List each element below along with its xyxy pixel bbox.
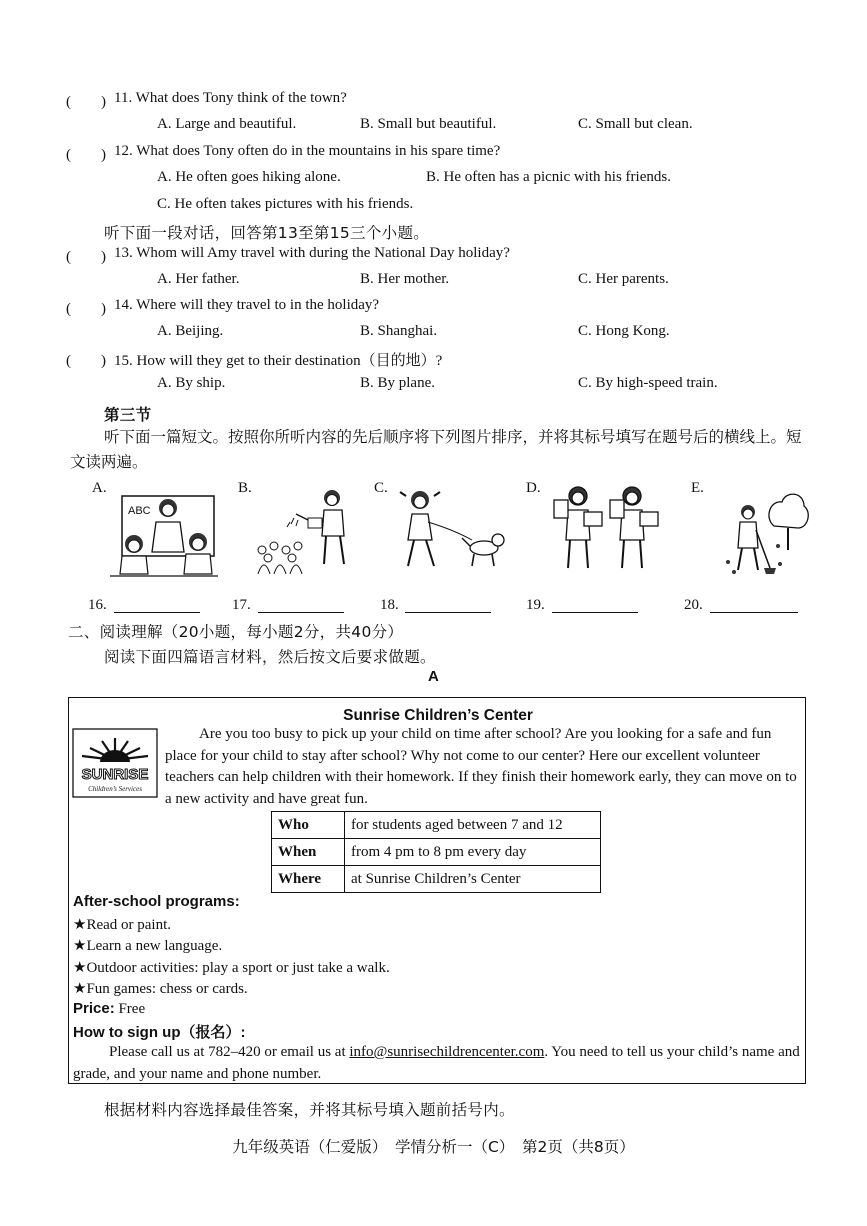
question-14-option-a: A. Beijing.	[157, 323, 224, 339]
price-label: Price:	[73, 1000, 115, 1017]
table-value-who: for students aged between 7 and 12	[345, 812, 601, 839]
answer-paren-15[interactable]: ( )	[66, 353, 106, 369]
picture-c-label: C.	[374, 480, 388, 496]
table-row	[272, 866, 601, 893]
answer-blank-19[interactable]	[552, 612, 638, 613]
question-12-option-b: B. He often has a picnic with his friends.	[426, 169, 671, 185]
question-14-option-c: C. Hong Kong.	[578, 323, 670, 339]
answer-paren-12[interactable]: ( )	[66, 147, 106, 163]
page-footer: 九年级英语（仁爱版） 学情分析一（C） 第2页（共8页）	[232, 1138, 635, 1156]
question-11-option-a: A. Large and beautiful.	[157, 116, 297, 132]
table-row	[272, 812, 601, 839]
price-value: Free	[114, 1001, 146, 1017]
section3-title: 第三节	[104, 406, 152, 424]
answer-paren-13[interactable]: ( )	[66, 249, 106, 265]
question-12-option-a: A. He often goes hiking alone.	[157, 169, 341, 185]
sunrise-ad-box	[68, 697, 806, 1084]
section3-instruction: 听下面一篇短文。按照你所听内容的先后顺序将下列图片排序，并将其标号填写在题号后的横线上。短文读两遍。	[70, 428, 802, 471]
instruction-13-15: 听下面一段对话，回答第13至第15三个小题。	[104, 224, 430, 242]
signup-pre: Please call us at 782–420 or email us at	[109, 1044, 350, 1060]
signup-heading: How to sign up（报名）:	[73, 1024, 246, 1041]
question-15-option-a: A. By ship.	[157, 375, 226, 391]
part2-title: 二、阅读理解（20小题，每小题2分，共40分）	[68, 623, 404, 641]
program-item: ★Read or paint.	[73, 917, 172, 933]
teacher-children-reading-icon	[108, 488, 220, 580]
answer-blank-20[interactable]	[710, 612, 798, 613]
table-value-when: from 4 pm to 8 pm every day	[345, 839, 601, 866]
boy-watering-flowers-icon	[252, 484, 360, 576]
question-12-stem: 12. What does Tony often do in the mountains in his spare time?	[114, 143, 501, 159]
blank-16-number: 16.	[88, 597, 107, 613]
table-key-where: Where	[272, 866, 345, 893]
ad-intro: Are you too busy to pick up your child on time after school? Are you looking for a safe and fun place for your child to stay after school? Why not come to our center? Here our excellent volunteer teachers can help children with their homework. If they finish their homework early, they can move on to a new activity and have great fun.	[165, 726, 797, 807]
part2-instruction: 阅读下面四篇语言材料，然后按文后要求做题。	[104, 648, 436, 666]
answer-paren-14[interactable]: ( )	[66, 301, 106, 317]
picture-a-board-text: ABC	[128, 505, 151, 517]
blank-17-number: 17.	[232, 597, 251, 613]
program-item: ★Outdoor activities: play a sport or just take a walk.	[73, 960, 390, 976]
question-13-option-b: B. Her mother.	[360, 271, 450, 287]
passage-label: A	[428, 668, 439, 685]
price-line	[73, 1000, 145, 1018]
blank-18-number: 18.	[380, 597, 399, 613]
question-13-option-c: C. Her parents.	[578, 271, 669, 287]
blank-20-number: 20.	[684, 597, 703, 613]
question-14-stem: 14. Where will they travel to in the holiday?	[114, 297, 380, 313]
signup-post: . You need to tell us your child’s name and grade, and your name and phone number.	[73, 1044, 800, 1082]
question-15-stem: 15. How will they get to their destination（目的地）?	[114, 353, 443, 369]
program-item: ★Fun games: chess or cards.	[73, 981, 248, 997]
table-key-when: When	[272, 839, 345, 866]
question-15-option-b: B. By plane.	[360, 375, 435, 391]
table-value-where: at Sunrise Children’s Center	[345, 866, 601, 893]
sunrise-logo	[72, 728, 158, 798]
ad-info-table	[271, 811, 601, 893]
picture-b-label: B.	[238, 480, 252, 496]
question-13-option-a: A. Her father.	[157, 271, 240, 287]
blank-19-number: 19.	[526, 597, 545, 613]
question-15-option-c: C. By high-speed train.	[578, 375, 718, 391]
answer-blank-18[interactable]	[405, 612, 491, 613]
table-key-who: Who	[272, 812, 345, 839]
two-kids-holding-books-icon	[548, 482, 666, 576]
ad-title: Sunrise Children’s Center	[343, 707, 533, 724]
boy-sweeping-leaves-icon	[720, 486, 810, 578]
question-13-stem: 13. Whom will Amy travel with during the National Day holiday?	[114, 245, 510, 261]
question-14-option-b: B. Shanghai.	[360, 323, 438, 339]
answer-blank-17[interactable]	[258, 612, 344, 613]
after-box-instruction: 根据材料内容选择最佳答案，并将其标号填入题前括号内。	[104, 1101, 515, 1119]
picture-a-label: A.	[92, 480, 107, 496]
program-item: ★Learn a new language.	[73, 938, 223, 954]
answer-paren-11[interactable]: ( )	[66, 94, 106, 110]
picture-e-label: E.	[691, 480, 704, 496]
girl-walking-dog-icon	[394, 486, 510, 572]
picture-d-label: D.	[526, 480, 541, 496]
question-11-option-b: B. Small but beautiful.	[360, 116, 497, 132]
question-11-stem: 11. What does Tony think of the town?	[114, 90, 347, 106]
table-row	[272, 839, 601, 866]
question-12-option-c: C. He often takes pictures with his friends.	[157, 196, 414, 212]
answer-blank-16[interactable]	[114, 612, 200, 613]
email-link[interactable]: info@sunrisechildrencenter.com	[349, 1044, 545, 1060]
question-11-option-c: C. Small but clean.	[578, 116, 693, 132]
signup-text	[73, 1042, 803, 1085]
logo-subtext: Children’s Services	[88, 785, 142, 793]
programs-heading: After-school programs:	[73, 893, 240, 910]
logo-text: SUNRISE	[81, 766, 149, 783]
